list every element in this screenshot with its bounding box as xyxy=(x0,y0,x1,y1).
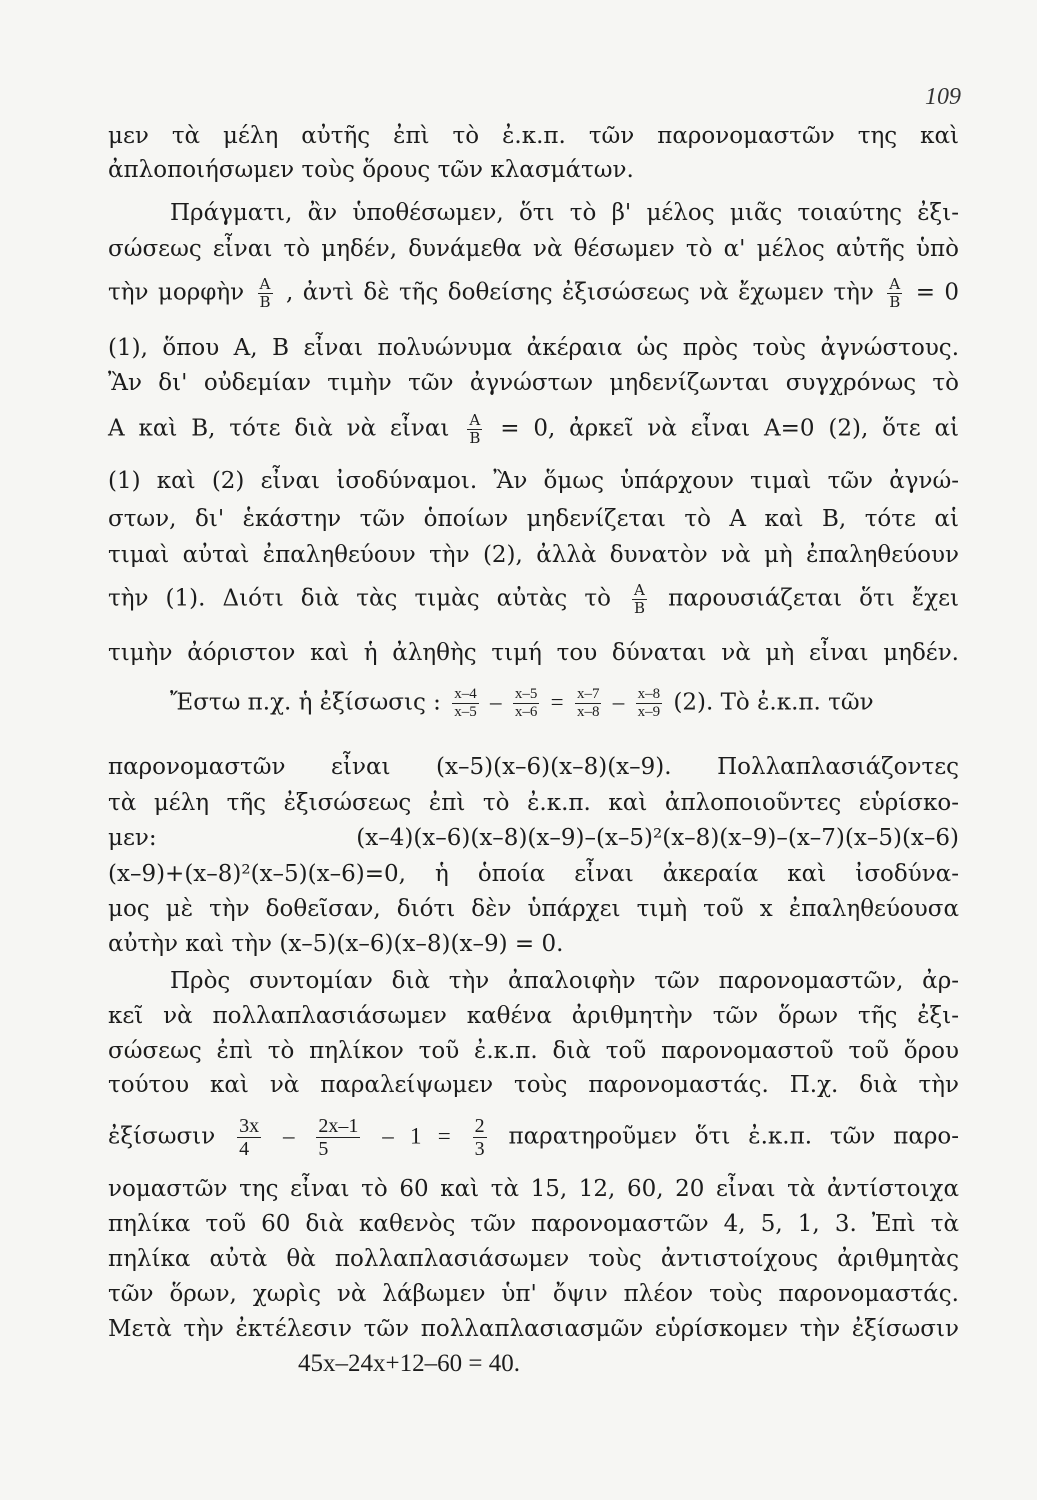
fraction-term: $\frac{2}{3}$ xyxy=(474,1115,485,1160)
text-line: τούτου καὶ νὰ παραλείψωμεν τοὺς παρονομαστάς. Π.χ. διὰ τὴν xyxy=(108,1072,959,1098)
equals-sign: = xyxy=(550,689,564,715)
text-line: πηλίκα τοῦ 60 διὰ καθενὸς τῶν παρονομαστῶν 4, 5, 1, 3. Ἐπὶ τὰ xyxy=(108,1211,959,1237)
text-line: στων, δι' ἑκάστην τῶν ὁποίων μηδενίζεται τὸ Α καὶ Β, τότε αἱ xyxy=(108,506,959,532)
fraction-a-over-b: $\frac{A}{B}$ xyxy=(259,275,271,311)
text-line: σώσεως ἐπὶ τὸ πηλίκον τοῦ ἐ.κ.π. διὰ τοῦ παρονομαστοῦ τοῦ ὅρου xyxy=(108,1038,959,1064)
text-fragment: – 1 = xyxy=(382,1123,451,1149)
text-line: παρονομαστῶν εἶναι (x–5)(x–6)(x–8)(x–9). Πολλαπλασιάζοντες xyxy=(108,754,959,780)
text-line: Ἂν δι' οὐδεμίαν τιμὴν τῶν ἀγνώστων μηδενίζωνται συγχρόνως τὸ xyxy=(108,370,959,396)
text-line: τιμαὶ αὐταὶ ἐπαληθεύουν τὴν (2), ἀλλὰ δυνατὸν νὰ μὴ ἐπαληθεύουν xyxy=(108,542,959,568)
text-line: τιμὴν ἀόριστον καὶ ἡ ἀληθὴς τιμή του δύναται νὰ μὴ εἶναι μηδέν. xyxy=(108,640,959,666)
text-line: Πράγματι, ἂν ὑποθέσωμεν, ὅτι τὸ β' μέλος μιᾶς τοιαύτης ἐξι- xyxy=(170,200,959,226)
text-fragment: , ἀντὶ δὲ τῆς δοθείσης ἐξισώσεως νὰ ἔχωμεν τὴν xyxy=(285,279,874,306)
text-line: ἀπλοποιήσωμεν τοὺς ὅρους τῶν κλασμάτων. xyxy=(108,157,634,183)
fraction-a-over-b: $\frac{A}{B}$ xyxy=(469,411,481,447)
fraction-term: $\frac{x-5}{x-6}$ xyxy=(514,686,538,720)
fraction-term: $\frac{x-8}{x-9}$ xyxy=(637,686,661,720)
text-line-with-fractions xyxy=(108,276,959,311)
text-line: μεν: (x–4)(x–6)(x–8)(x–9)–(x–5)²(x–8)(x–9)–(x–7)(x–5)(x–6) xyxy=(108,825,959,851)
result-equation: 45x–24x+12–60 = 40. xyxy=(298,1350,520,1377)
text-fragment: ἐξίσωσιν xyxy=(108,1123,216,1150)
text-line: νομαστῶν της εἶναι τὸ 60 καὶ τὰ 15, 12, 60, 20 εἶναι τὰ ἀντίστοιχα xyxy=(108,1176,959,1202)
text-fragment: τὴν μορφὴν xyxy=(108,279,245,306)
text-fragment: = 0 xyxy=(915,279,960,306)
text-line: Πρὸς συντομίαν διὰ τὴν ἀπαλοιφὴν τῶν παρονομαστῶν, ἀρ- xyxy=(170,968,959,994)
text-line: (1) καὶ (2) εἶναι ἰσοδύναμοι. Ἂν ὅμως ὑπάρχουν τιμαὶ τῶν ἀγνώ- xyxy=(108,468,959,494)
text-line-with-fractions xyxy=(108,412,959,447)
text-fragment: (2). Τὸ ἐ.κ.π. τῶν xyxy=(673,689,874,716)
minus-sign: – xyxy=(282,1123,295,1149)
text-fragment: Α καὶ Β, τότε διὰ νὰ εἶναι xyxy=(108,415,450,442)
text-fragment: = 0, ἀρκεῖ νὰ εἶναι Α=0 (2), ὅτε αἱ xyxy=(500,415,960,442)
equation-line xyxy=(170,686,959,721)
text-line: τῶν ὅρων, χωρὶς νὰ λάβωμεν ὑπ' ὄψιν πλέον τοὺς παρονομαστάς. xyxy=(108,1281,959,1307)
minus-sign: – xyxy=(490,689,502,715)
text-line: (1), ὅπου Α, Β εἶναι πολυώνυμα ἀκέραια ὡς πρὸς τοὺς ἀγνώστους. xyxy=(108,335,959,361)
fraction-a-over-b: $\frac{A}{B}$ xyxy=(634,581,646,617)
text-line: αὐτὴν καὶ τὴν (x–5)(x–6)(x–8)(x–9) = 0. xyxy=(108,931,564,957)
text-line-with-fractions xyxy=(108,582,959,617)
fraction-term: $\frac{x-4}{x-5}$ xyxy=(454,686,477,720)
minus-sign: – xyxy=(612,689,625,715)
text-line: Μετὰ τὴν ἐκτέλεσιν τῶν πολλαπλασιασμῶν εὑρίσκομεν τὴν ἐξίσωσιν xyxy=(108,1316,959,1342)
fraction-a-over-b: $\frac{A}{B}$ xyxy=(889,275,901,311)
text-line: μεν τὰ μέλη αὐτῆς ἐπὶ τὸ ἐ.κ.π. τῶν παρονομαστῶν της καὶ xyxy=(108,123,959,149)
text-line: πηλίκα αὐτὰ θὰ πολλαπλασιάσωμεν τοὺς ἀντιστοίχους ἀριθμητὰς xyxy=(108,1246,959,1272)
equation-line xyxy=(108,1115,959,1160)
text-fragment: παρατηροῦμεν ὅτι ἐ.κ.π. τῶν παρο- xyxy=(508,1123,960,1150)
page-number: 109 xyxy=(925,84,961,110)
text-line: μος μὲ τὴν δοθεῖσαν, διότι δὲν ὑπάρχει τιμὴ τοῦ x ἐπαληθεύουσα xyxy=(108,896,959,922)
fraction-term: $\frac{x-7}{x-8}$ xyxy=(576,686,600,720)
text-fragment: τὴν (1). Διότι διὰ τὰς τιμὰς αὐτὰς τὸ xyxy=(108,585,611,612)
text-line: (x–9)+(x–8)²(x–5)(x–6)=0, ἡ ὁποία εἶναι ἀκεραία καὶ ἰσοδύνα- xyxy=(108,861,959,887)
text-line: τὰ μέλη τῆς ἐξισώσεως ἐπὶ τὸ ἐ.κ.π. καὶ ἀπλοποιοῦντες εὑρίσκο- xyxy=(108,790,959,816)
fraction-term: $\frac{2x-1}{5}$ xyxy=(318,1115,359,1160)
fraction-term: $\frac{3x}{4}$ xyxy=(239,1115,260,1160)
text-line: σώσεως εἶναι τὸ μηδέν, δυνάμεθα νὰ θέσωμεν τὸ α' μέλος αὐτῆς ὑπὸ xyxy=(108,236,959,262)
text-line: κεῖ νὰ πολλαπλασιάσωμεν καθένα ἀριθμητὴν τῶν ὅρων τῆς ἐξι- xyxy=(108,1003,959,1029)
text-fragment: παρουσιάζεται ὅτι ἔχει xyxy=(668,585,960,612)
text-fragment: Ἔστω π.χ. ἡ ἐξίσωσις : xyxy=(170,689,441,716)
